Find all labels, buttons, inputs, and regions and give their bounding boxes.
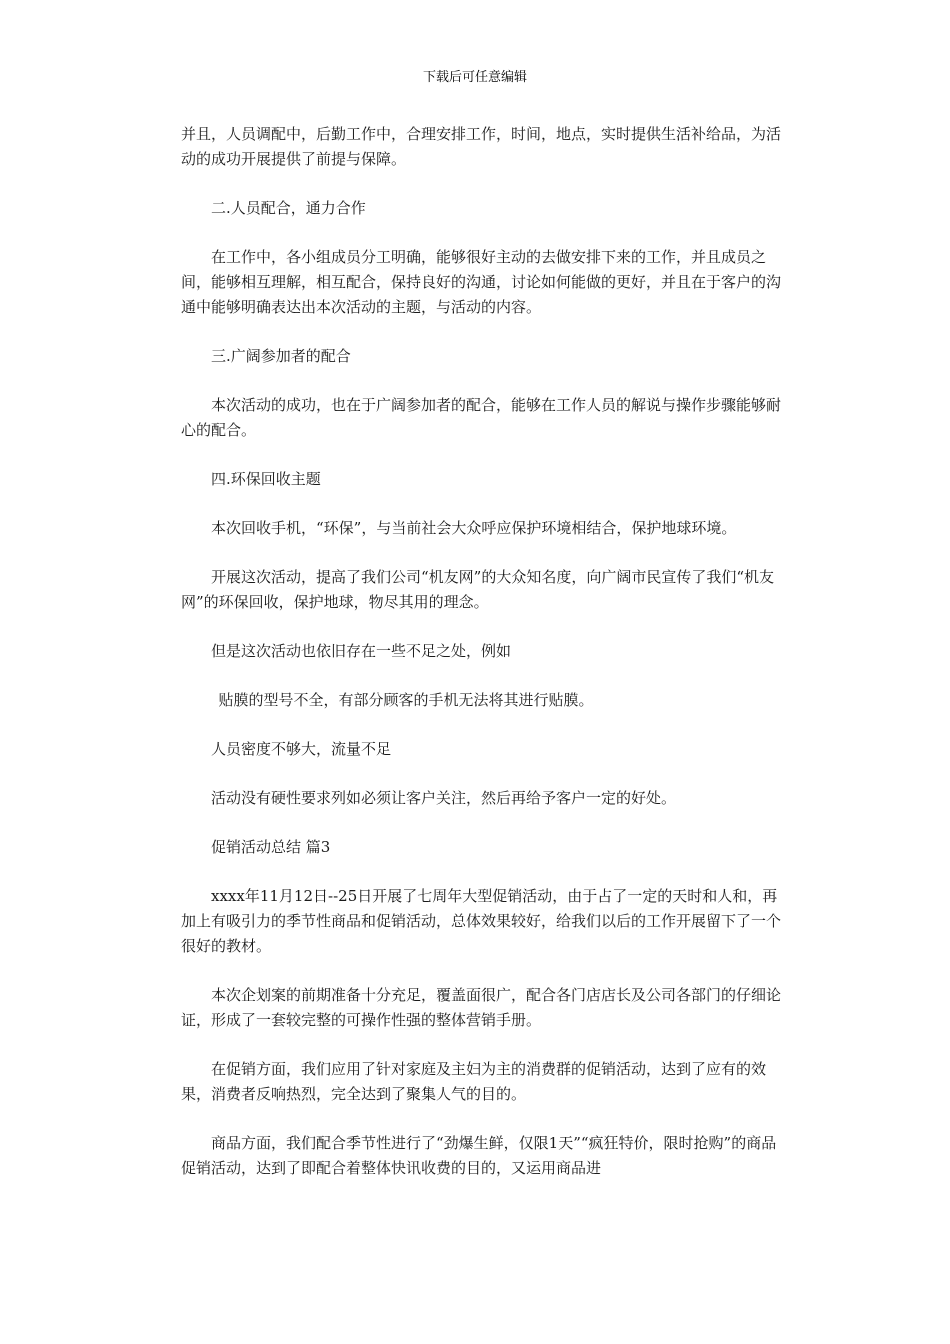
paragraph: 本次活动的成功，也在于广阔参加者的配合，能够在工作人员的解说与操作步骤能够耐心的配合。: [181, 396, 782, 439]
paragraph: 商品方面，我们配合季节性进行了“劲爆生鲜，仅限1天”“疯狂特价，限时抢购”的商品促销活动，达到了即配合着整体快讯收费的目的，又运用商品进: [181, 1134, 777, 1177]
paragraph: 在工作中，各小组成员分工明确，能够很好主动的去做安排下来的工作，并且成员之间，能够相互理解，相互配合，保持良好的沟通，讨论如何能做的更好，并且在于客户的沟通中能够明确表达出本次活动的主题，与活动的内容。: [181, 248, 782, 316]
article-title: 促销活动总结 篇3: [211, 838, 331, 856]
section-heading-3: 三.广阔参加者的配合: [211, 347, 351, 365]
section-heading-2: 二.人员配合，通力合作: [211, 199, 366, 217]
section-heading-4: 四.环保回收主题: [211, 470, 321, 488]
paragraph: 但是这次活动也依旧存在一些不足之处，例如: [211, 642, 512, 660]
paragraph-continued: 并且，人员调配中，后勤工作中，合理安排工作，时间，地点，实时提供生活补给品，为活动的成功开展提供了前提与保障。: [181, 125, 782, 168]
paragraph: 本次回收手机，“环保”，与当前社会大众呼应保护环境相结合，保护地球环境。: [211, 519, 737, 537]
paragraph: xxxx年11月12日--25日开展了七周年大型促销活动，由于占了一定的天时和人和，再加上有吸引力的季节性商品和促销活动，总体效果较好，给我们以后的工作开展留下了一个很好的教材。: [181, 887, 782, 955]
document-body: [181, 122, 781, 1205]
paragraph: 在促销方面，我们应用了针对家庭及主妇为主的消费群的促销活动，达到了应有的效果，消费者反响热烈，完全达到了聚集人气的目的。: [181, 1060, 767, 1103]
list-item: 人员密度不够大，流量不足: [211, 740, 392, 758]
paragraph: 开展这次活动，提高了我们公司“机友网”的大众知名度，向广阔市民宣传了我们“机友网”的环保回收，保护地球，物尽其用的理念。: [181, 568, 775, 611]
list-item: 贴膜的型号不全，有部分顾客的手机无法将其进行贴膜。: [218, 691, 594, 709]
paragraph: 本次企划案的前期准备十分充足，覆盖面很广，配合各门店店长及公司各部门的仔细论证，形成了一套较完整的可操作性强的整体营销手册。: [181, 986, 782, 1029]
page-header: 下载后可任意编辑: [422, 70, 527, 85]
list-item: 活动没有硬性要求列如必须让客户关注，然后再给予客户一定的好处。: [211, 789, 677, 807]
